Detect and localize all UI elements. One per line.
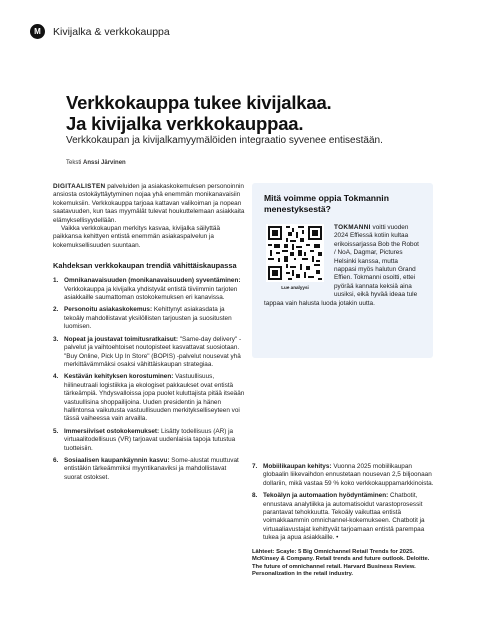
list-item-number: 8. (252, 492, 258, 500)
list-item-text: Vastuullisuus, hiilineutraali logistiikka ja ekologiset pakkaukset ovat entistä tärkeämpiä. Yhdysvalloissa jopa puolet kuluttajista pitää itseään vastuullisina shoppailijoina. Uuden presidentin ja hänen hallintonsa vaikutusta vastuullisuuden merkitykselliseyteen voi tässä vaiheessa vain arvailla. (64, 373, 245, 423)
list-item-number: 6. (53, 456, 59, 464)
list-item (53, 277, 245, 302)
left-column (53, 183, 245, 486)
list-item (53, 306, 245, 331)
trends-list-continued (252, 463, 438, 543)
article-headline (66, 92, 426, 134)
list-item-number: 3. (53, 335, 59, 343)
qr-code-block[interactable] (264, 224, 326, 292)
list-item (53, 336, 245, 370)
sidebar-box-text: voitti vuoden 2024 Effiessä kotiin kultaa erikoissarjassa Bob the Robot / NoA, Dagmar, Pictures Helsinki kanssa, mutta nappasi myös halutun Grand Effien. Tokmanni osoitti, ettei pyörää kannata keksiä aina uusiksi, eikä hyvää ideaa tule tappaa vain halusta luoda jotakin uutta. (264, 224, 419, 307)
list-item-text: Some-alustat muuttuvat entistäkin tärkeämmiksi myyntikanaviksi ja mahdollistavat suorat ostokset. (64, 456, 239, 481)
trends-subheading: Kahdeksan verkkokaupan trendiä vähittäiskaupassa (53, 261, 237, 271)
list-item (53, 428, 245, 453)
section-title: Kivijalka & verkkokauppa (53, 25, 170, 38)
list-item-title: Personoitu asiakaskokemus: (64, 306, 153, 314)
list-item-title: Mobiilikaupan kehitys: (263, 463, 332, 470)
list-item-number: 2. (53, 306, 59, 314)
byline-author: Anssi Järvinen (83, 160, 126, 166)
list-item-number: 7. (252, 463, 258, 470)
list-item-text: "Same-day delivery" -palvelut ja vaihtoehtoiset noutopisteet kasvattavat suosiotaan. "Buy Online, Pick Up In Store" (BOPIS) -palvelut nousevat yhä merkittävämmäksi osaksi vähittäiskaupan strategiaa. (64, 335, 242, 368)
list-item-title: Omnikanavaisuuden (monikanavaisuuden) syventäminen: (64, 277, 241, 285)
sidebar-box-body (264, 224, 421, 308)
list-item-title: Tekoälyn ja automaation hyödyntäminen: (263, 492, 389, 500)
magazine-logo: M (30, 24, 45, 39)
intro-paragraph-2: Vaikka verkkokaupan merkitys kasvaa, kivijalka säilyttää paikkansa kehittyen entistä enemmän asiakaspalvelun ja kokemuksellisuuden suuntaan. (53, 225, 221, 249)
list-item-title: Immersiiviset ostokokemukset: (64, 427, 160, 435)
list-item-text: Verkkokauppa ja kivijalka yhdistyvät entistä tiiviimmin tarjoten asiakkaille saumattoman ostokokemuksen eri kanavissa. (64, 285, 238, 302)
page-header (30, 24, 170, 39)
list-item-number: 5. (53, 427, 59, 435)
sidebar-box-lead-word: TOKMANNI (334, 224, 371, 231)
list-item (53, 457, 245, 482)
list-item (53, 373, 245, 423)
byline (66, 160, 126, 166)
list-item-number: 4. (53, 373, 59, 381)
sources-note: Lähteet: Scayle: 5 Big Omnichannel Retail Trends for 2025. McKinsey & Company. Retail trends and future outlook. Deloitte. The future of omnichannel retail. Harvard Business Review. Personalization in the retail industry. (252, 548, 430, 578)
list-item (252, 463, 438, 488)
intro-paragraph (53, 183, 245, 225)
right-column (252, 463, 438, 579)
list-item-text: Kehittynyt asiakasdata ja tekoäly mahdollistavat yksilöllisten tarjousten ja suositusten luomisen. (64, 306, 232, 331)
list-item-number: 1. (53, 277, 59, 285)
sidebar-box-title: Mitä voimme oppia Tokmannin menestyksestä? (264, 193, 389, 214)
list-item-text: Chatbotit, ennustava analytiikka ja automatisoidut varastoprosessit parantavat tehokkuutta. Tekoäly vaikuttaa entistä voimakkaammin omnichannel-kokemukseen. Chatbotit ja virtuaaliavustajat kehittyvät tarjoamaan entistä parempaa tukea ja apua asiakkaille. • (263, 492, 425, 542)
tokmanni-sidebar-box (252, 183, 433, 358)
headline-line-1: Verkkokauppa tukee kivijalkaa. (66, 92, 332, 113)
qr-code-icon[interactable] (266, 224, 324, 282)
trends-list (53, 277, 245, 482)
headline-line-2: Ja kivijalka verkkokauppaa. (66, 113, 304, 134)
intro-drop-word: DIGITAALISTEN (53, 183, 106, 190)
list-item-title: Nopeat ja joustavat toimitusratkaisut: (64, 335, 178, 343)
list-item-text: Lisätty todellisuus (AR) ja virtuaalitodellisuus (VR) tarjoavat uudenlaisia tapoja tutustua tuotteisiin. (64, 427, 236, 452)
article-lead: Verkkokaupan ja kivijalkamyymälöiden integraatio syvenee entisestään. (66, 135, 383, 146)
list-item (252, 492, 438, 542)
intro-text: palveluiden ja asiakaskokemuksen personoinnin ansiosta ostokäyttäytyminen nojaa yhä enemmän monikanavaisiin kokemuksiin. Verkkokauppa tarjoaa kattavan valikoiman ja nopean saatavuuden, kun taas myymälät tulevat houkuttelemaan asiakkaita elämyksellisyydellään. (53, 183, 245, 224)
list-item-title: Sosiaalisen kaupankäynnin kasvu: (64, 456, 170, 464)
list-item-text: Vuonna 2025 mobiilikaupan globaalin liikevaihdon ennustetaan nousevan 2,5 biljoonaan dollariin, mikä vastaa 59 % koko verkkokauppamarkkinoista. (263, 463, 434, 487)
qr-code-label: Lue analyysi (281, 285, 309, 290)
byline-prefix: Teksti (66, 160, 82, 166)
list-item-title: Kestävän kehityksen korostuminen: (64, 373, 174, 381)
